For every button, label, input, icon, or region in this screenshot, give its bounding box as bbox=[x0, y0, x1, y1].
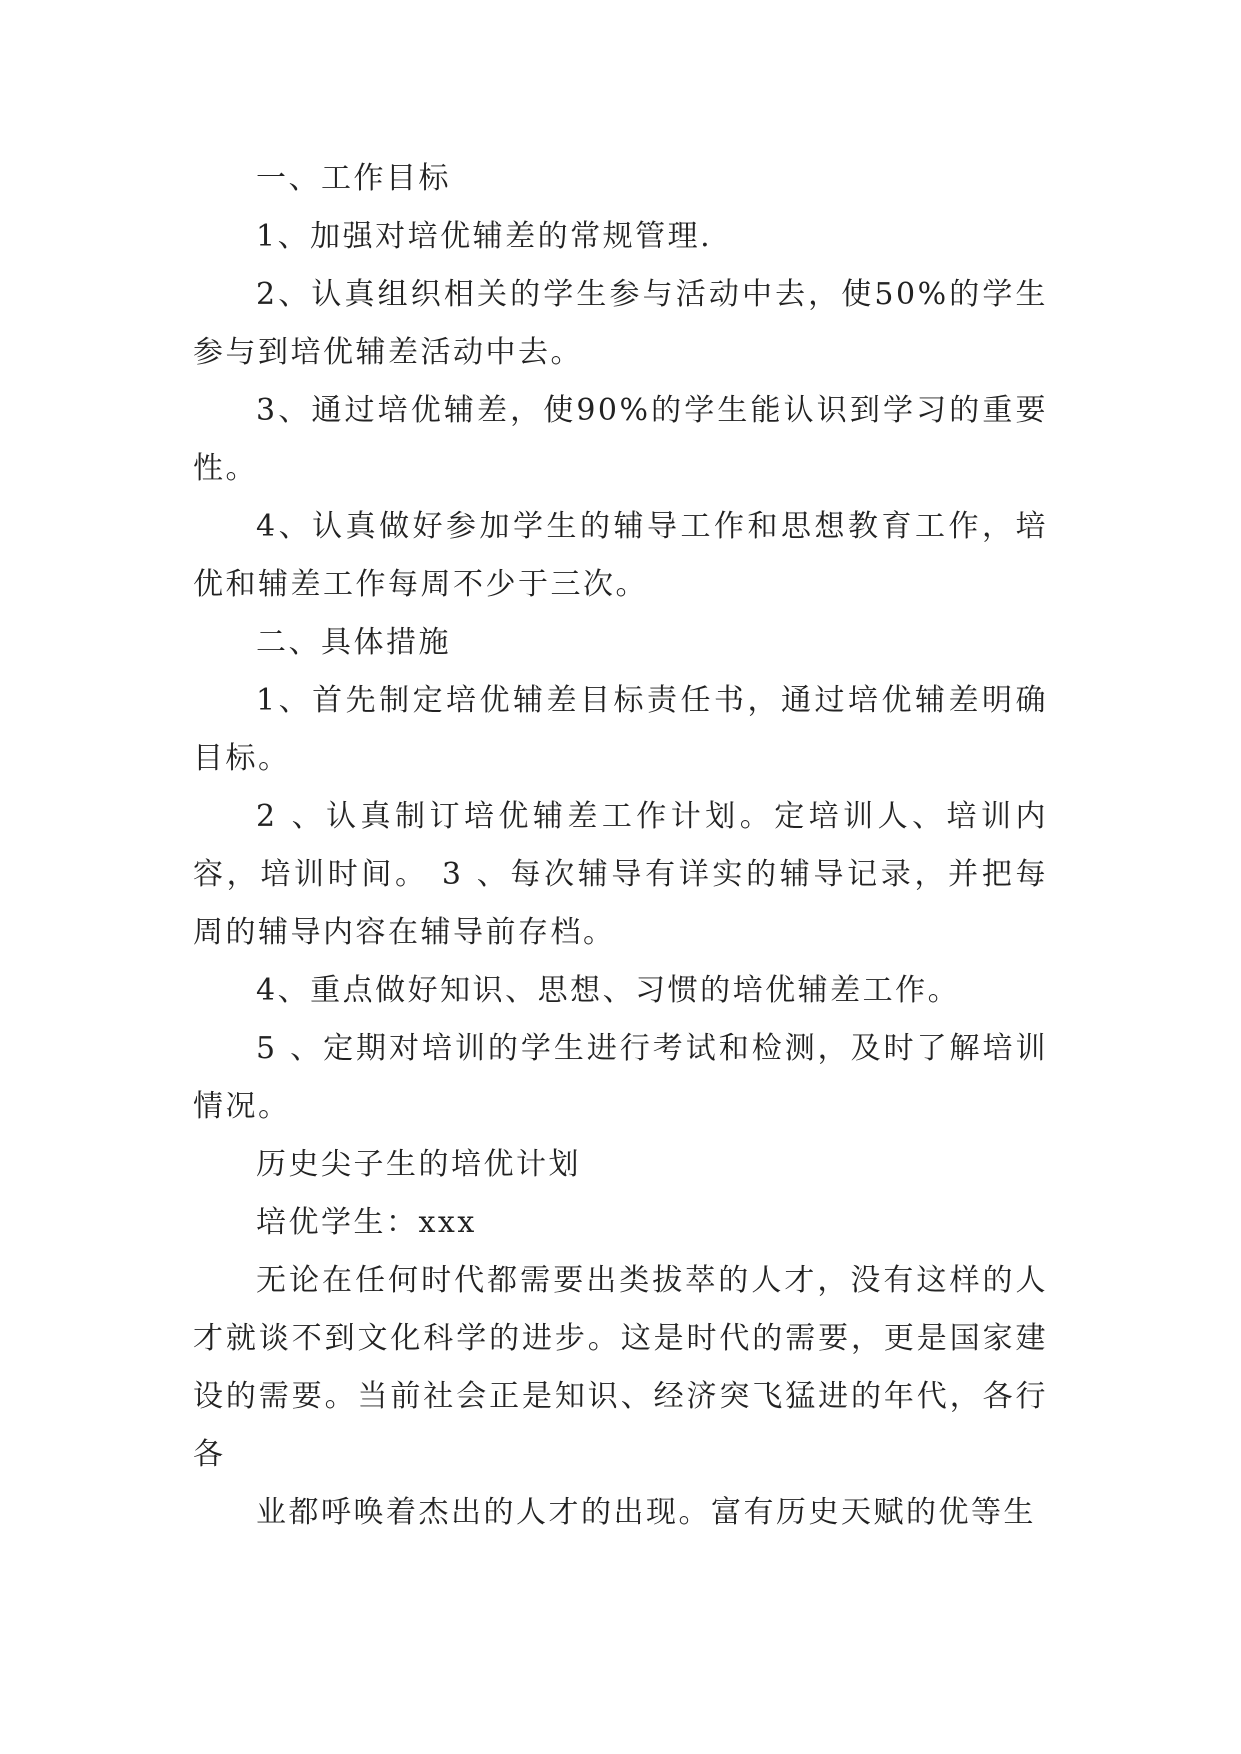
measure-item-5: 5 、定期对培训的学生进行考试和检测，及时了解培训情况。 bbox=[193, 1031, 1048, 1124]
plan-title: 历史尖子生的培优计划 bbox=[256, 1147, 581, 1182]
goal-item-2: 2、认真组织相关的学生参与活动中去，使50%的学生参与到培优辅差活动中去。 bbox=[193, 277, 1048, 370]
section-heading-goals: 一、工作目标 bbox=[256, 161, 451, 196]
measure-item-4: 4、重点做好知识、思想、习惯的培优辅差工作。 bbox=[256, 973, 961, 1008]
measure-item-2: 2 、认真制订培优辅差工作计划。定培训人、培训内容，培训时间。 3 、每次辅导有详实的辅导记录，并把每周的辅导内容在辅导前存档。 bbox=[193, 799, 1048, 950]
body-paragraph-continued: 业都呼唤着杰出的人才的出现。富有历史天赋的优等生 bbox=[256, 1495, 1036, 1530]
plan-student: 培优学生：xxx bbox=[256, 1205, 477, 1240]
measure-item-1: 1、首先制定培优辅差目标责任书，通过培优辅差明确目标。 bbox=[193, 683, 1048, 776]
goal-item-1: 1、加强对培优辅差的常规管理. bbox=[256, 219, 713, 254]
goal-item-3: 3、通过培优辅差，使90%的学生能认识到学习的重要性。 bbox=[193, 393, 1048, 486]
body-paragraph: 无论在任何时代都需要出类拔萃的人才，没有这样的人才就谈不到文化科学的进步。这是时代的需要，更是国家建设的需要。当前社会正是知识、经济突飞猛进的年代，各行各 bbox=[193, 1263, 1048, 1472]
goal-item-4: 4、认真做好参加学生的辅导工作和思想教育工作，培优和辅差工作每周不少于三次。 bbox=[193, 509, 1048, 602]
section-heading-measures: 二、具体措施 bbox=[256, 625, 451, 660]
document-page bbox=[193, 150, 1048, 1542]
